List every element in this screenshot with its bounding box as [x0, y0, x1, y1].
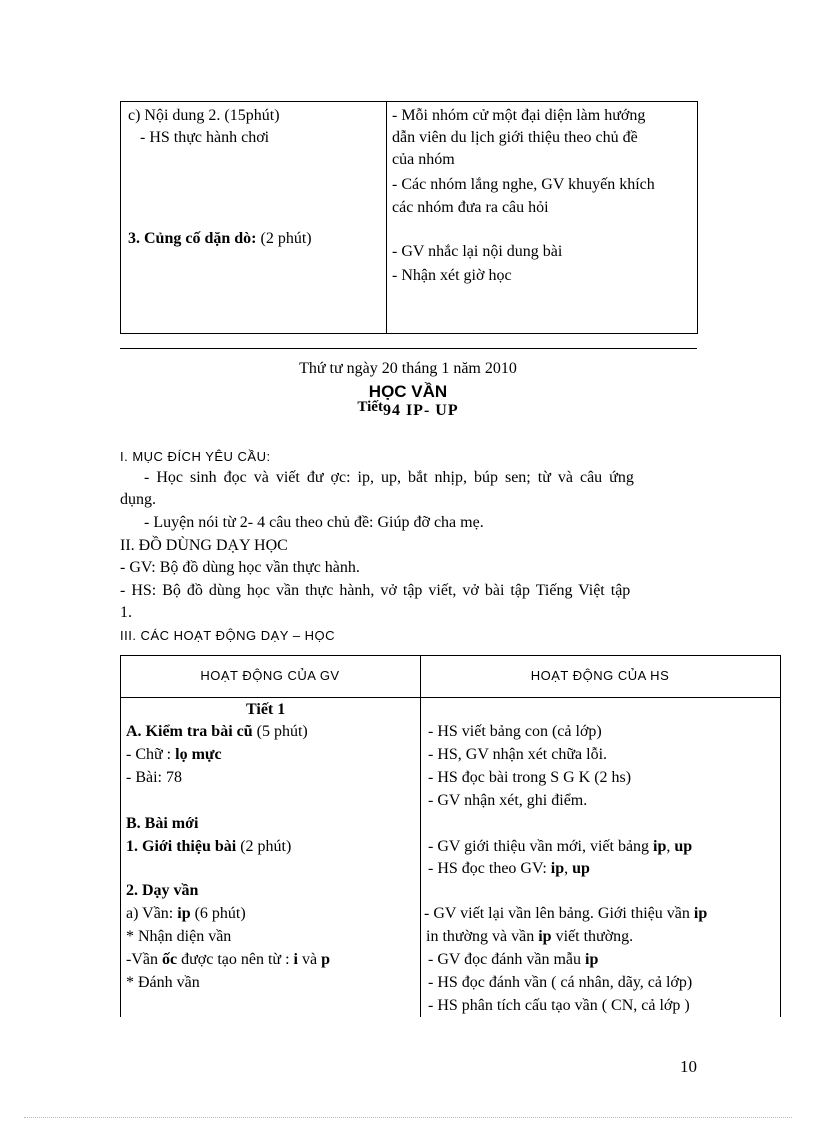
lesson-date: Thứ tư ngày 20 tháng 1 năm 2010	[299, 360, 517, 377]
section-text: dụng.	[120, 491, 156, 508]
section-title: III. CÁC HOẠT ĐỘNG DẠY – HỌC	[120, 628, 336, 643]
activity-table-mid	[420, 655, 421, 1017]
hs-line: - HS đọc theo GV: ip, up	[428, 860, 590, 877]
gv-line: * Nhận diện vần	[126, 928, 232, 945]
gv-line: -Vần ốc được tạo nên từ : i và p	[126, 951, 331, 968]
section-title: II. ĐỒ DÙNG DẠY HỌC	[120, 537, 288, 554]
top-right-line: - Các nhóm lắng nghe, GV khuyến khích	[392, 176, 655, 193]
top-right-line: dẫn viên du lịch giới thiệu theo chủ đề	[392, 129, 638, 146]
gv-line: 2. Dạy vần	[126, 882, 199, 899]
top-right-line: của nhóm	[392, 151, 455, 168]
hs-line: - GV giới thiệu vần mới, viết bảng ip, up	[428, 838, 693, 855]
hs-line: - HS phân tích cấu tạo vần ( CN, cả lớp )	[428, 997, 690, 1014]
gv-line: * Đánh vần	[126, 974, 200, 991]
activity-table-left	[120, 655, 121, 1017]
section-text: - HS: Bộ đồ dùng học vần thực hành, vở tập viết, vở bài tập Tiếng Việt tập	[120, 582, 631, 599]
section-text: - Luyện nói từ 2- 4 câu theo chủ đề: Giúp đỡ cha mẹ.	[144, 514, 484, 531]
lesson-period: Tiết94 IP- UP	[357, 399, 459, 419]
gv-line: B. Bài mới	[126, 815, 199, 832]
content-2-label: c) Nội dung 2. (15phút)	[128, 107, 280, 124]
top-right-line: các nhóm đưa ra câu hỏi	[392, 199, 549, 216]
activity-table-top	[120, 655, 781, 656]
page-number: 10	[680, 1057, 697, 1076]
footer-dotted-rule	[24, 1117, 792, 1118]
gv-line: - Bài: 78	[126, 769, 182, 786]
gv-line: A. Kiểm tra bài cũ (5 phút)	[126, 723, 308, 740]
lesson-subject: HỌC VẦN	[368, 382, 448, 401]
header-hs: HOẠT ĐỘNG CỦA HS	[530, 668, 670, 683]
tiet-1: Tiết 1	[246, 701, 286, 718]
header-gv: HOẠT ĐỘNG CỦA GV	[200, 668, 340, 683]
consolidate-label: 3. Củng cố dặn dò: (2 phút)	[128, 230, 312, 247]
hs-line: - HS viết bảng con (cả lớp)	[428, 723, 602, 740]
activity-table-header-rule	[120, 697, 781, 698]
hs-line: - GV viết lại vần lên bảng. Giới thiệu vần ip	[424, 905, 708, 922]
gv-line: 1. Giới thiệu bài (2 phút)	[126, 838, 292, 855]
hs-line: - HS đọc bài trong S G K (2 hs)	[428, 769, 632, 786]
hs-line: in thường và vần ip viết thường.	[426, 928, 634, 945]
section-text: 1.	[120, 604, 132, 621]
hs-line: - HS, GV nhận xét chữa lỗi.	[428, 746, 608, 763]
section-title: I. MỤC ĐÍCH YÊU CẦU:	[120, 449, 271, 464]
section-text: - GV: Bộ đồ dùng học vần thực hành.	[120, 559, 360, 576]
section-text: - Học sinh đọc và viết đư ợc: ip, up, bắt nhịp, búp sen; từ và câu ứng	[144, 469, 634, 486]
top-right-line: - GV nhắc lại nội dung bài	[392, 243, 563, 260]
hs-line: - GV nhận xét, ghi điểm.	[428, 792, 588, 809]
gv-line: a) Vần: ip (6 phút)	[126, 905, 246, 922]
top-table-divider	[386, 101, 387, 333]
activity-table-right	[780, 655, 781, 1017]
hs-line: - GV đọc đánh vần mẫu ip	[428, 951, 599, 968]
gv-line: - Chữ : lọ mực	[126, 746, 222, 763]
top-right-line: - Mỗi nhóm cử một đại diện làm hướng	[392, 107, 646, 124]
practice-label: - HS thực hành chơi	[140, 129, 270, 146]
top-right-line: - Nhận xét giờ học	[392, 267, 512, 284]
hs-line: - HS đọc đánh vần ( cá nhân, dãy, cả lớp)	[428, 974, 693, 991]
separator-rule	[120, 348, 697, 349]
